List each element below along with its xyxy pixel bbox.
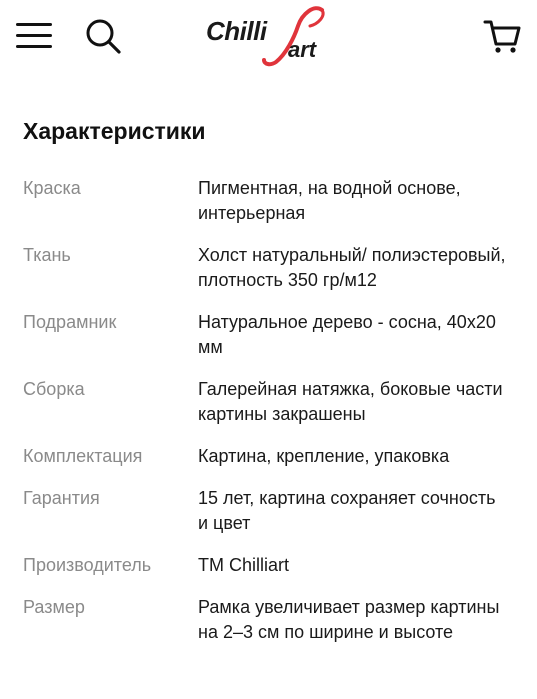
spec-row-paint xyxy=(23,176,513,226)
menu-icon[interactable] xyxy=(16,18,56,56)
spec-label: Гарантия xyxy=(23,488,100,508)
spec-value: Холст натуральный/ полиэстеровый, плотность 350 гр/м12 xyxy=(198,245,506,290)
spec-row-manufacturer xyxy=(23,553,513,578)
logo[interactable] xyxy=(202,2,337,72)
spec-value: Рамка увеличивает размер картины на 2–3 см по ширине и высоте xyxy=(198,597,500,642)
spec-value: 15 лет, картина сохраняет сочность и цвет xyxy=(198,488,496,533)
spec-value: Галерейная натяжка, боковые части картины закрашены xyxy=(198,379,503,424)
spec-value: Картина, крепление, упаковка xyxy=(198,446,450,466)
menu-line xyxy=(16,34,52,37)
spec-label: Сборка xyxy=(23,379,85,399)
spec-row-size xyxy=(23,595,513,645)
search-icon[interactable] xyxy=(84,16,124,56)
menu-line xyxy=(16,45,52,48)
section-title: Характеристики xyxy=(23,118,206,144)
spec-label: Комплектация xyxy=(23,446,143,466)
spec-label: Ткань xyxy=(23,245,71,265)
menu-line xyxy=(16,23,52,26)
spec-row-frame xyxy=(23,310,513,360)
logo-text: Chilli xyxy=(206,16,267,46)
specs-list xyxy=(23,176,513,662)
spec-row-kit xyxy=(23,444,513,469)
spec-label: Размер xyxy=(23,597,85,617)
spec-label: Краска xyxy=(23,178,81,198)
spec-row-fabric xyxy=(23,243,513,293)
spec-row-assembly xyxy=(23,377,513,427)
logo-text-sub: art xyxy=(288,37,317,62)
spec-value: Пигментная, на водной основе, интерьерная xyxy=(198,178,461,223)
cart-icon[interactable] xyxy=(482,16,522,56)
spec-value: ТМ Chilliart xyxy=(198,555,290,575)
header xyxy=(0,0,537,80)
spec-label: Подрамник xyxy=(23,312,117,332)
spec-label: Производитель xyxy=(23,555,152,575)
spec-value: Натуральное дерево - сосна, 40х20 мм xyxy=(198,312,496,357)
spec-row-warranty xyxy=(23,486,513,536)
